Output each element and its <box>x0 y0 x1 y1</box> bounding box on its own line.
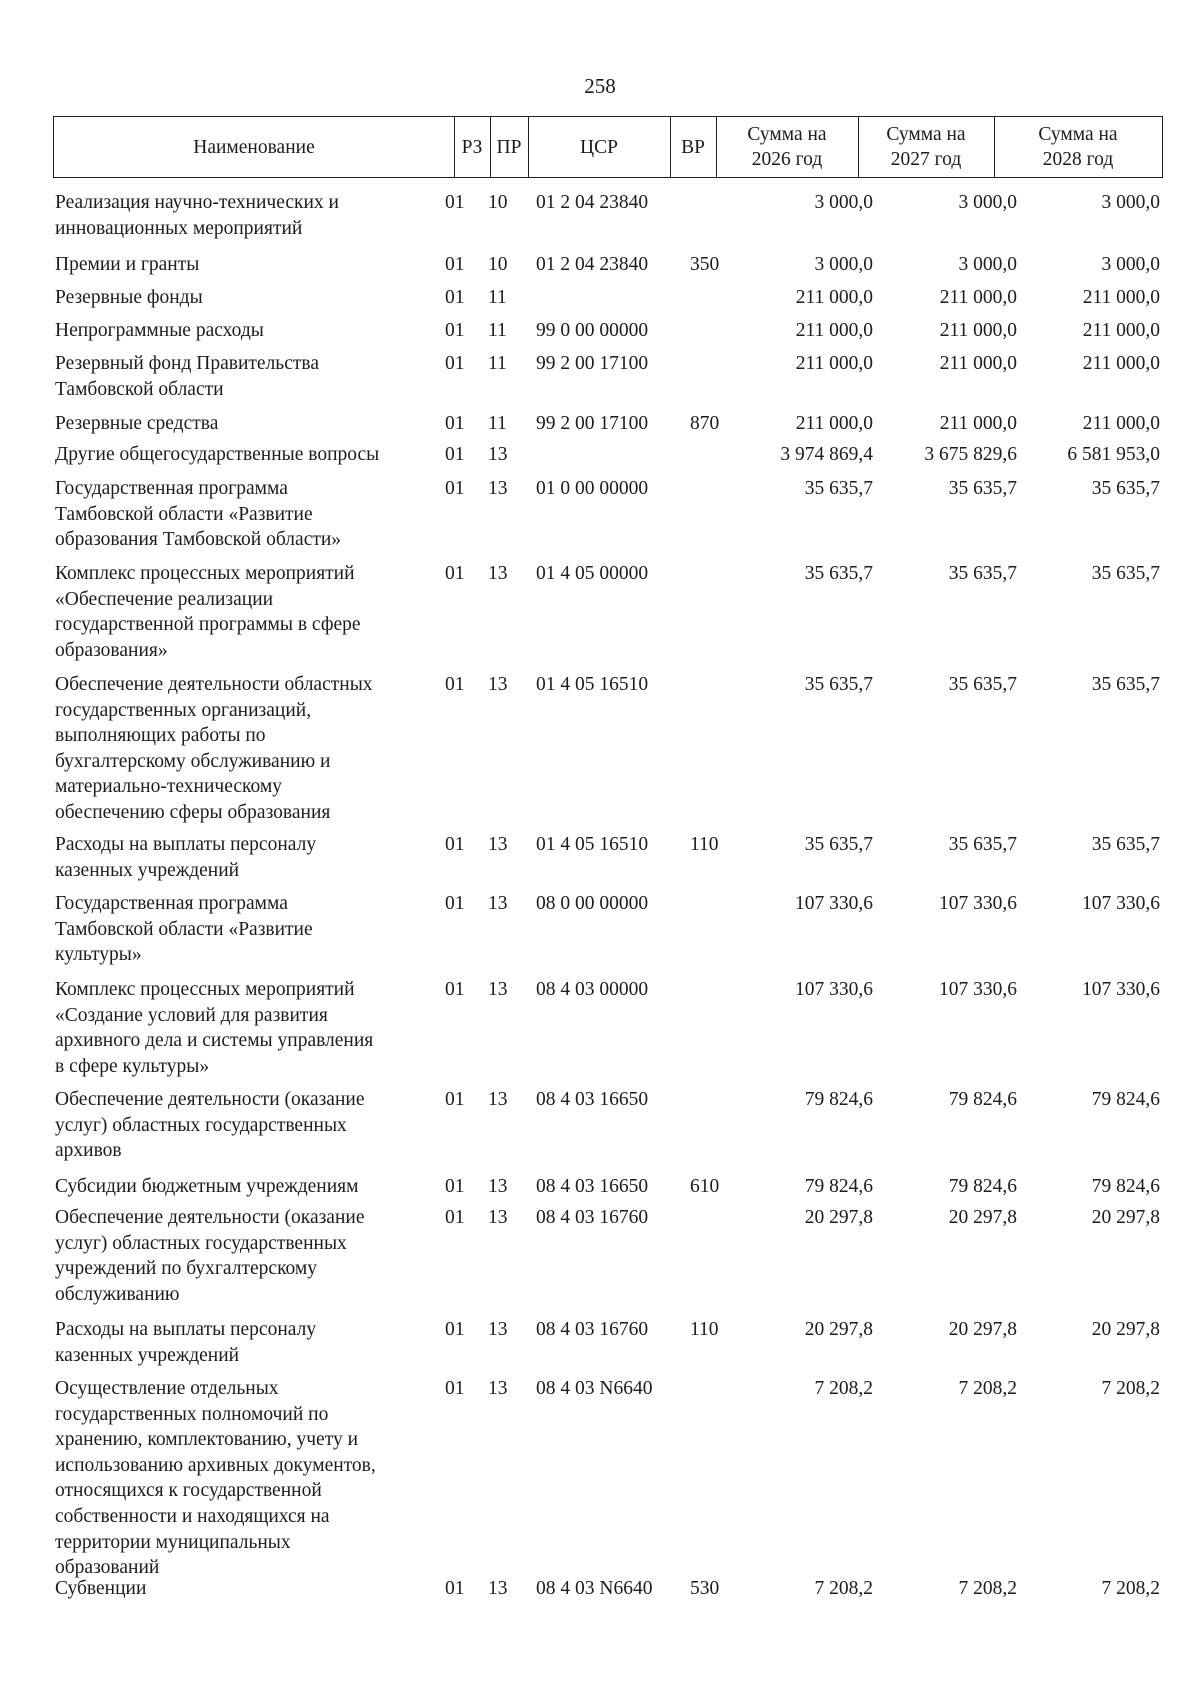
row-vr: 110 <box>690 1319 719 1340</box>
row-rz: 01 <box>445 192 465 213</box>
row-pr: 11 <box>488 353 507 374</box>
row-sum-2027: 211 000,0 <box>939 320 1017 341</box>
row-sum-2028: 211 000,0 <box>1082 413 1160 434</box>
row-sum-2028: 35 635,7 <box>1091 478 1160 499</box>
header-pr: ПР <box>496 136 522 158</box>
row-sum-2026: 3 974 869,4 <box>780 444 873 465</box>
row-sum-2026: 79 824,6 <box>804 1089 873 1110</box>
row-sum-2027: 107 330,6 <box>939 893 1017 914</box>
row-sum-2026: 35 635,7 <box>804 563 873 584</box>
row-sum-2026: 211 000,0 <box>795 287 873 308</box>
row-name: Другие общегосударственные вопросы <box>55 444 380 465</box>
row-rz: 01 <box>445 478 465 499</box>
row-csr: 08 4 03 N6640 <box>536 1378 653 1399</box>
row-rz: 01 <box>445 674 465 695</box>
row-name: Осуществление отдельных государственных полномочий по хранению, комплектованию, учету и использованию архивных документов, относящихся к государственной собственности и находящихся на территории муниципальных образований <box>55 1378 376 1579</box>
row-rz: 01 <box>445 893 465 914</box>
row-pr: 13 <box>488 1378 508 1399</box>
row-sum-2028: 20 297,8 <box>1091 1319 1160 1340</box>
row-csr: 01 2 04 23840 <box>536 254 649 275</box>
row-sum-2028: 211 000,0 <box>1082 353 1160 374</box>
header-sum-2026: Сумма на 2026 год <box>747 124 827 170</box>
row-pr: 11 <box>488 320 507 341</box>
row-pr: 13 <box>488 1176 508 1197</box>
row-name: Субвенции <box>55 1578 147 1599</box>
row-sum-2027: 79 824,6 <box>948 1176 1017 1197</box>
row-sum-2027: 35 635,7 <box>948 478 1017 499</box>
row-name: Расходы на выплаты персоналу казенных учреждений <box>55 1319 317 1366</box>
row-pr: 13 <box>488 444 508 465</box>
row-sum-2027: 20 297,8 <box>948 1207 1017 1228</box>
row-pr: 13 <box>488 563 508 584</box>
row-rz: 01 <box>445 563 465 584</box>
header-sum-2028: Сумма на 2028 год <box>1038 124 1118 170</box>
row-pr: 11 <box>488 413 507 434</box>
row-csr: 01 4 05 16510 <box>536 834 649 855</box>
row-sum-2027: 211 000,0 <box>939 353 1017 374</box>
row-pr: 13 <box>488 1207 508 1228</box>
row-name: Непрограммные расходы <box>55 320 264 341</box>
row-sum-2028: 107 330,6 <box>1082 893 1160 914</box>
header-rz: РЗ <box>461 136 483 158</box>
row-csr: 08 4 03 16760 <box>536 1319 649 1340</box>
row-sum-2026: 7 208,2 <box>814 1378 873 1399</box>
row-sum-2028: 35 635,7 <box>1091 563 1160 584</box>
row-sum-2028: 20 297,8 <box>1091 1207 1160 1228</box>
row-pr: 13 <box>488 1319 508 1340</box>
row-name: Резервные средства <box>55 413 219 434</box>
row-sum-2028: 211 000,0 <box>1082 320 1160 341</box>
row-csr: 08 0 00 00000 <box>536 893 649 914</box>
row-csr: 08 4 03 16650 <box>536 1089 649 1110</box>
row-sum-2026: 35 635,7 <box>804 834 873 855</box>
row-name: Комплекс процессных мероприятий «Обеспечение реализации государственной программы в сфере образования» <box>55 563 361 661</box>
row-sum-2026: 7 208,2 <box>814 1578 873 1599</box>
row-rz: 01 <box>445 287 465 308</box>
row-rz: 01 <box>445 254 465 275</box>
row-sum-2027: 79 824,6 <box>948 1089 1017 1110</box>
row-sum-2027: 35 635,7 <box>948 674 1017 695</box>
row-name: Государственная программа Тамбовской области «Развитие образования Тамбовской области» <box>55 478 342 551</box>
row-sum-2027: 7 208,2 <box>958 1578 1017 1599</box>
row-sum-2026: 107 330,6 <box>795 893 873 914</box>
page-number: 258 <box>584 74 616 98</box>
row-rz: 01 <box>445 444 465 465</box>
row-sum-2028: 7 208,2 <box>1101 1378 1160 1399</box>
row-rz: 01 <box>445 979 465 1000</box>
row-sum-2028: 79 824,6 <box>1091 1089 1160 1110</box>
row-sum-2027: 20 297,8 <box>948 1319 1017 1340</box>
row-vr: 870 <box>690 413 720 434</box>
table-header <box>53 116 1163 178</box>
row-name: Комплекс процессных мероприятий «Создание условий для развития архивного дела и системы управления в сфере культуры» <box>55 979 374 1077</box>
row-csr: 08 4 03 16760 <box>536 1207 649 1228</box>
header-sum-2027: Сумма на 2027 год <box>886 124 966 170</box>
row-csr: 01 2 04 23840 <box>536 192 649 213</box>
row-pr: 11 <box>488 287 507 308</box>
row-rz: 01 <box>445 1207 465 1228</box>
row-sum-2028: 7 208,2 <box>1101 1578 1160 1599</box>
row-sum-2027: 211 000,0 <box>939 413 1017 434</box>
row-sum-2026: 20 297,8 <box>804 1207 873 1228</box>
row-vr: 530 <box>690 1578 720 1599</box>
row-sum-2026: 3 000,0 <box>814 254 873 275</box>
row-sum-2027: 3 000,0 <box>958 254 1017 275</box>
row-rz: 01 <box>445 1578 465 1599</box>
row-csr: 08 4 03 N6640 <box>536 1578 653 1599</box>
row-vr: 610 <box>690 1176 720 1197</box>
row-rz: 01 <box>445 1319 465 1340</box>
row-name: Расходы на выплаты персоналу казенных учреждений <box>55 834 317 881</box>
row-pr: 13 <box>488 979 508 1000</box>
row-sum-2028: 3 000,0 <box>1101 254 1160 275</box>
row-sum-2027: 211 000,0 <box>939 287 1017 308</box>
row-name: Резервный фонд Правительства Тамбовской области <box>55 353 319 400</box>
row-csr: 08 4 03 16650 <box>536 1176 649 1197</box>
header-csr: ЦСР <box>580 136 618 158</box>
row-rz: 01 <box>445 1378 465 1399</box>
row-sum-2028: 35 635,7 <box>1091 674 1160 695</box>
row-sum-2028: 107 330,6 <box>1082 979 1160 1000</box>
row-csr: 01 0 00 00000 <box>536 478 649 499</box>
row-pr: 10 <box>488 192 508 213</box>
row-rz: 01 <box>445 320 465 341</box>
row-csr: 99 2 00 17100 <box>536 413 649 434</box>
row-sum-2027: 3 675 829,6 <box>924 444 1017 465</box>
row-name: Обеспечение деятельности (оказание услуг) областных государственных учреждений по бухгалтерскому обслуживанию <box>55 1207 365 1305</box>
row-sum-2028: 211 000,0 <box>1082 287 1160 308</box>
header-vr: ВР <box>681 136 705 158</box>
row-csr: 99 0 00 00000 <box>536 320 649 341</box>
row-sum-2027: 35 635,7 <box>948 834 1017 855</box>
row-csr: 08 4 03 00000 <box>536 979 649 1000</box>
row-sum-2028: 79 824,6 <box>1091 1176 1160 1197</box>
row-name: Субсидии бюджетным учреждениям <box>55 1176 359 1197</box>
row-rz: 01 <box>445 413 465 434</box>
row-vr: 110 <box>690 834 719 855</box>
row-sum-2027: 107 330,6 <box>939 979 1017 1000</box>
row-sum-2026: 107 330,6 <box>795 979 873 1000</box>
row-rz: 01 <box>445 353 465 374</box>
row-name: Обеспечение деятельности (оказание услуг) областных государственных архивов <box>55 1089 365 1162</box>
row-rz: 01 <box>445 1089 465 1110</box>
row-sum-2027: 35 635,7 <box>948 563 1017 584</box>
row-csr: 99 2 00 17100 <box>536 353 649 374</box>
row-csr: 01 4 05 16510 <box>536 674 649 695</box>
header-name: Наименование <box>193 136 315 158</box>
row-rz: 01 <box>445 1176 465 1197</box>
row-pr: 13 <box>488 1578 508 1599</box>
row-name: Реализация научно-технических и инновационных мероприятий <box>55 192 339 239</box>
row-vr: 350 <box>690 254 720 275</box>
row-sum-2026: 20 297,8 <box>804 1319 873 1340</box>
row-pr: 13 <box>488 478 508 499</box>
row-pr: 13 <box>488 893 508 914</box>
row-sum-2026: 211 000,0 <box>795 320 873 341</box>
row-sum-2026: 211 000,0 <box>795 413 873 434</box>
row-sum-2027: 3 000,0 <box>958 192 1017 213</box>
row-csr: 01 4 05 00000 <box>536 563 649 584</box>
row-pr: 13 <box>488 674 508 695</box>
row-name: Обеспечение деятельности областных государственных организаций, выполняющих работы по бухгалтерскому обслуживанию и материально-техническому обеспечению сферы образования <box>55 674 373 823</box>
row-sum-2026: 35 635,7 <box>804 478 873 499</box>
row-pr: 13 <box>488 834 508 855</box>
row-sum-2028: 3 000,0 <box>1101 192 1160 213</box>
row-name: Резервные фонды <box>55 287 203 308</box>
row-sum-2028: 6 581 953,0 <box>1067 444 1160 465</box>
row-sum-2026: 3 000,0 <box>814 192 873 213</box>
row-sum-2026: 79 824,6 <box>804 1176 873 1197</box>
row-pr: 13 <box>488 1089 508 1110</box>
row-sum-2027: 7 208,2 <box>958 1378 1017 1399</box>
row-sum-2026: 35 635,7 <box>804 674 873 695</box>
row-pr: 10 <box>488 254 508 275</box>
row-name: Премии и гранты <box>55 254 200 275</box>
row-rz: 01 <box>445 834 465 855</box>
row-name: Государственная программа Тамбовской области «Развитие культуры» <box>55 893 313 966</box>
row-sum-2028: 35 635,7 <box>1091 834 1160 855</box>
row-sum-2026: 211 000,0 <box>795 353 873 374</box>
